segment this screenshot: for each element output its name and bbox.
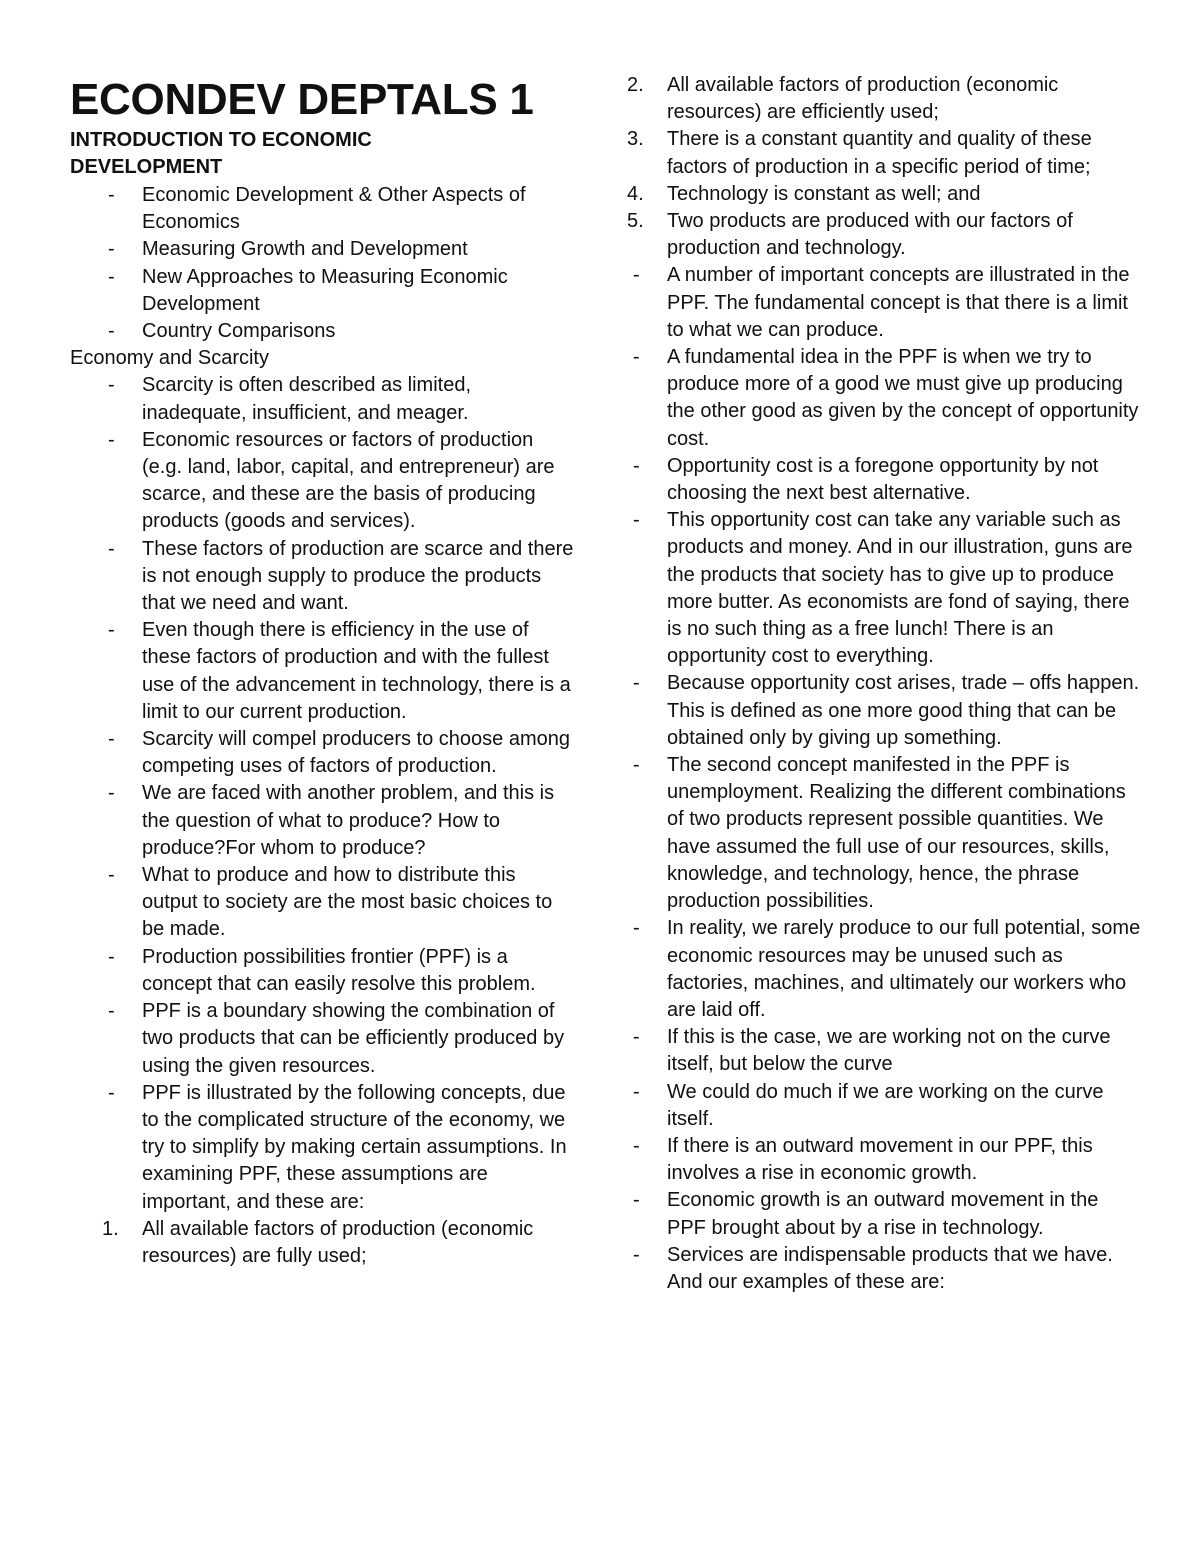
left-body — [70, 182, 575, 1270]
assumption-list-start — [70, 1216, 575, 1270]
numbered-item — [595, 72, 1142, 126]
list-number: 1. — [102, 1217, 119, 1240]
numbered-item-text: Technology is constant as well; and — [667, 182, 981, 205]
list-item: - Services are indispensable products that we have. And our examples of these are: — [595, 1242, 1142, 1296]
list-item: - Scarcity will compel producers to choose among competing uses of factors of production. — [70, 726, 575, 780]
list-item: - These factors of production are scarce and there is not enough supply to produce the products that we need and want. — [70, 536, 575, 618]
list-item: - If this is the case, we are working not on the curve itself, but below the curve — [595, 1024, 1142, 1078]
list-item: - PPF is illustrated by the following concepts, due to the complicated structure of the economy, we try to simplify by making certain assumptions. In examining PPF, these assumptions are important, and these are: — [70, 1080, 575, 1216]
numbered-item-text: Two products are produced with our factors of production and technology. — [667, 210, 1073, 260]
list-item: - Country Comparisons — [70, 318, 575, 345]
numbered-item — [595, 126, 1142, 180]
list-item: - PPF is a boundary showing the combination of two products that can be efficiently produced by using the given resources. — [70, 998, 575, 1080]
section-subtitle: INTRODUCTION TO ECONOMIC DEVELOPMENT — [70, 129, 372, 178]
list-item: - New Approaches to Measuring Economic Development — [70, 264, 575, 318]
list-item: - Economic Development & Other Aspects of Economics — [70, 182, 575, 236]
list-item: - Scarcity is often described as limited, inadequate, insufficient, and meager. — [70, 372, 575, 426]
ppf-concepts-list — [595, 262, 1142, 1296]
numbered-item — [595, 181, 1142, 208]
list-item: - What to produce and how to distribute this output to society are the most basic choices to be made. — [70, 862, 575, 944]
list-number: 2. — [627, 74, 644, 96]
list-item: - A number of important concepts are illustrated in the PPF. The fundamental concept is that there is a limit to what we can produce. — [595, 262, 1142, 344]
list-item: - A fundamental idea in the PPF is when we try to produce more of a good we must give up producing the other good as given by the concept of opportunity cost. — [595, 344, 1142, 453]
list-number: 4. — [627, 182, 644, 205]
numbered-item-text: All available factors of production (economic resources) are efficiently used; — [667, 74, 1059, 124]
list-item: - This opportunity cost can take any variable such as products and money. And in our illustration, guns are the products that society has to give up to produce more butter. As economists are fond of saying, there is no such thing as a free lunch! There is an opportunity cost to everything. — [595, 507, 1142, 670]
list-item: - If there is an outward movement in our PPF, this involves a rise in economic growth. — [595, 1133, 1142, 1187]
list-item: - Because opportunity cost arises, trade – offs happen. This is defined as one more good thing that can be obtained only by giving up something. — [595, 670, 1142, 752]
scarcity-list — [70, 372, 575, 1215]
numbered-item-text: There is a constant quantity and quality of these factors of production in a specific period of time; — [667, 128, 1092, 178]
list-item: - In reality, we rarely produce to our full potential, some economic resources may be unused such as factories, machines, and ultimately our workers who are laid off. — [595, 915, 1142, 1024]
list-item: - The second concept manifested in the PPF is unemployment. Realizing the different combinations of two products represent possible quantities. We have assumed the full use of our resources, skills, knowledge, and technology, hence, the phrase production possibilities. — [595, 752, 1142, 915]
numbered-item — [70, 1216, 575, 1270]
list-number: 3. — [627, 128, 644, 151]
list-item: - Even though there is efficiency in the use of these factors of production and with the fullest use of the advancement in technology, there is a limit to our current production. — [70, 617, 575, 726]
list-item: - Production possibilities frontier (PPF) is a concept that can easily resolve this problem. — [70, 944, 575, 998]
list-item: - We are faced with another problem, and this is the question of what to produce? How to produce?For whom to produce? — [70, 780, 575, 862]
assumption-list-continued — [595, 72, 1142, 262]
economy-scarcity-heading: Economy and Scarcity — [70, 347, 269, 370]
list-item: - We could do much if we are working on the curve itself. — [595, 1079, 1142, 1133]
list-item: - Measuring Growth and Development — [70, 236, 575, 263]
right-body — [627, 72, 1142, 1296]
numbered-item-text: All available factors of production (economic resources) are fully used; — [142, 1217, 534, 1267]
list-item: - Economic resources or factors of production (e.g. land, labor, capital, and entrepreneur) are scarce, and these are the basis of producing products (goods and services). — [70, 427, 575, 536]
list-item: - Opportunity cost is a foregone opportunity by not choosing the next best alternative. — [595, 453, 1142, 507]
document-title: ECONDEV DEPTALS 1 — [70, 75, 534, 124]
list-number: 5. — [627, 210, 644, 233]
numbered-item — [595, 208, 1142, 262]
list-item: - Economic growth is an outward movement in the PPF brought about by a rise in technology. — [595, 1187, 1142, 1241]
intro-topic-list — [70, 182, 575, 345]
